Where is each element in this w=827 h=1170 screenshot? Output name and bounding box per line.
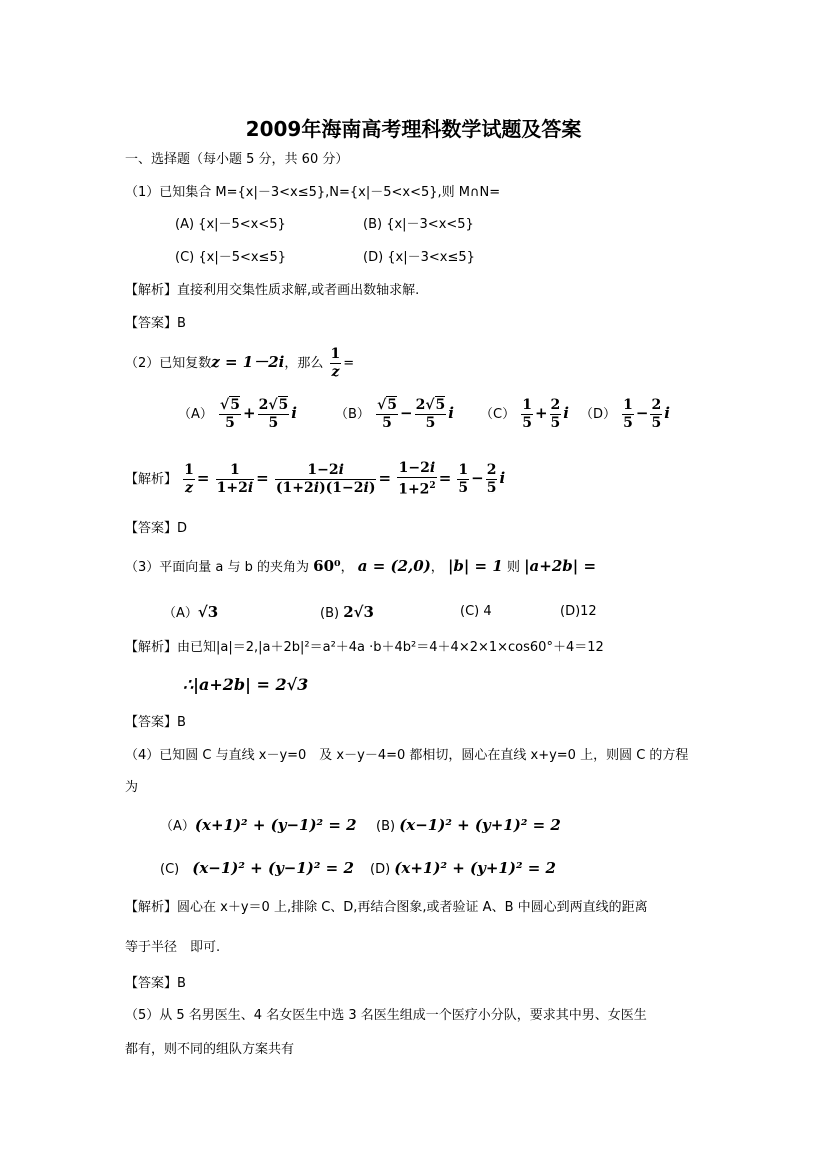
- section-heading: 一、选择题（每小题 5 分，共 60 分）: [125, 152, 349, 167]
- q3-option-a: [163, 603, 218, 623]
- q3-option-b-value: 2√3: [343, 603, 374, 621]
- q2-stem: [125, 346, 354, 381]
- q4-option-d-label: (D): [370, 862, 391, 877]
- q3-option-a-label: （A）: [163, 606, 198, 621]
- q1-option-a: (A) {x|－5<x<5}: [175, 217, 286, 232]
- q2-stem-prefix: （2）已知复数: [125, 356, 212, 371]
- analysis-text: 圆心在 x＋y＝0 上,排除 C、D,再结合图象,或者验证 A、B 中圆心到两直线的距离: [177, 900, 648, 915]
- answer-value: D: [177, 521, 188, 536]
- q2-z-expression: z = 1－2i: [211, 353, 285, 371]
- q3-conclusion: ∴|a+2b| = 2√3: [183, 675, 309, 694]
- q2-option-c-label: （C）: [480, 407, 516, 422]
- analysis-label: 【解析】: [125, 900, 178, 915]
- q4-option-a-eq: (x+1)² + (y−1)² = 2: [194, 816, 357, 834]
- q3-vector-a: a = (2,0): [357, 557, 431, 575]
- q2-option-a: （A） $\frac{√5}{5}$ + $\frac{2√5}{5}$ i: [178, 397, 297, 431]
- q3-then: 则: [506, 560, 520, 575]
- q3-option-d: (D)12: [560, 604, 597, 619]
- page-title: 2009年海南高考理科数学试题及答案: [245, 117, 582, 141]
- q3-option-c: (C) 4: [460, 604, 492, 619]
- q3-answer: [125, 716, 186, 729]
- q2-stem-mid: ，那么: [284, 356, 324, 371]
- q4-option-c-eq: (x−1)² + (y−1)² = 2: [192, 859, 354, 877]
- q4-option-b-eq: (x−1)² + (y+1)² = 2: [399, 816, 561, 834]
- q2-option-a-label: （A）: [178, 407, 213, 422]
- answer-label: 【答案】: [125, 316, 178, 331]
- answer-label: 【答案】: [125, 521, 178, 536]
- answer-value: B: [177, 715, 186, 730]
- q5-stem-cont: 都有，则不同的组队方案共有: [125, 1042, 295, 1057]
- analysis-text: 由已知|a|＝2,|a＋2b|²＝a²＋4a ·b＋4b²＝4＋4×2×1×cos60°＋4＝12: [177, 640, 604, 655]
- answer-label: 【答案】: [125, 715, 178, 730]
- q1-answer: [125, 317, 186, 330]
- analysis-label: 【解析】: [125, 283, 178, 298]
- analysis-label: 【解析】: [125, 640, 178, 655]
- analysis-text: 直接利用交集性质求解,或者画出数轴求解.: [177, 283, 420, 298]
- q4-option-d: [370, 861, 556, 876]
- q2-option-b: （B） $\frac{√5}{5}$ − $\frac{2√5}{5}$ i: [335, 397, 454, 431]
- q2-option-b-label: （B）: [335, 407, 370, 422]
- answer-value: B: [177, 316, 186, 331]
- q3-option-b-label: (B): [320, 606, 340, 621]
- q3-vector-b-norm: |b| = 1: [447, 557, 503, 575]
- q4-option-a: [160, 818, 357, 833]
- q4-analysis-cont: 等于半径 即可.: [125, 940, 221, 955]
- answer-value: B: [177, 976, 186, 991]
- analysis-label: 【解析】: [125, 471, 178, 487]
- q4-answer: [125, 977, 186, 990]
- q2-option-c: （C） $\frac{1}{5}$ + $\frac{2}{5}$ i: [480, 397, 569, 431]
- q3-analysis: [125, 641, 604, 654]
- q1-option-c: (C) {x|－5<x≤5}: [175, 250, 286, 265]
- q3-option-b: [320, 603, 374, 623]
- q3-stem-text: （3）平面向量 a 与 b 的夹角为: [125, 560, 310, 575]
- q4-option-a-label: （A）: [160, 819, 195, 834]
- q3-angle: 60⁰: [313, 557, 341, 575]
- answer-label: 【答案】: [125, 976, 178, 991]
- q1-stem: （1）已知集合 M={x|－3<x≤5},N={x|－5<x<5},则 M∩N=: [125, 185, 501, 200]
- q5-stem: （5）从 5 名男医生、4 名女医生中选 3 名医生组成一个医疗小分队，要求其中男、女医生: [125, 1008, 647, 1023]
- q1-option-d: (D) {x|－3<x≤5}: [363, 250, 475, 265]
- q1-option-b: (B) {x|－3<x<5}: [363, 217, 474, 232]
- q4-option-b: [376, 818, 561, 833]
- q2-option-d: （D） $\frac{1}{5}$ − $\frac{2}{5}$ i: [580, 397, 670, 431]
- q3-target: |a+2b| =: [524, 557, 597, 575]
- q4-stem-cont: 为: [125, 780, 139, 795]
- q2-analysis: 【解析】 $\frac{1}{z}$ = $\frac{1}{1+2i}$ = $\frac{1-2i}{(1+2i)(1-2i)}$ = $\frac{1-2i}{1+2^2}$ = $\frac{1}{5}$ − $\frac{2}{5}$ i: [125, 460, 506, 498]
- q3-stem: （3）平面向量 a 与 b 的夹角为 60⁰， a = (2,0)， |b| = 1 则 |a+2b| =: [125, 557, 597, 575]
- q2-answer: [125, 522, 187, 535]
- q2-option-d-label: （D）: [580, 407, 617, 422]
- q4-option-c: [160, 861, 354, 876]
- q4-stem: （4）已知圆 C 与直线 x－y=0 及 x－y－4=0 都相切，圆心在直线 x+y=0 上，则圆 C 的方程: [125, 748, 689, 763]
- q3-option-a-value: √3: [197, 603, 219, 621]
- q4-analysis: [125, 901, 648, 914]
- q2-fraction-one-over-z: $\frac{1}{z}$: [330, 346, 341, 380]
- q1-analysis: [125, 284, 419, 297]
- q2-equals: =: [343, 356, 355, 371]
- q4-option-d-eq: (x+1)² + (y+1)² = 2: [394, 859, 556, 877]
- q4-option-b-label: (B): [376, 819, 396, 834]
- q4-option-c-label: (C): [160, 862, 180, 877]
